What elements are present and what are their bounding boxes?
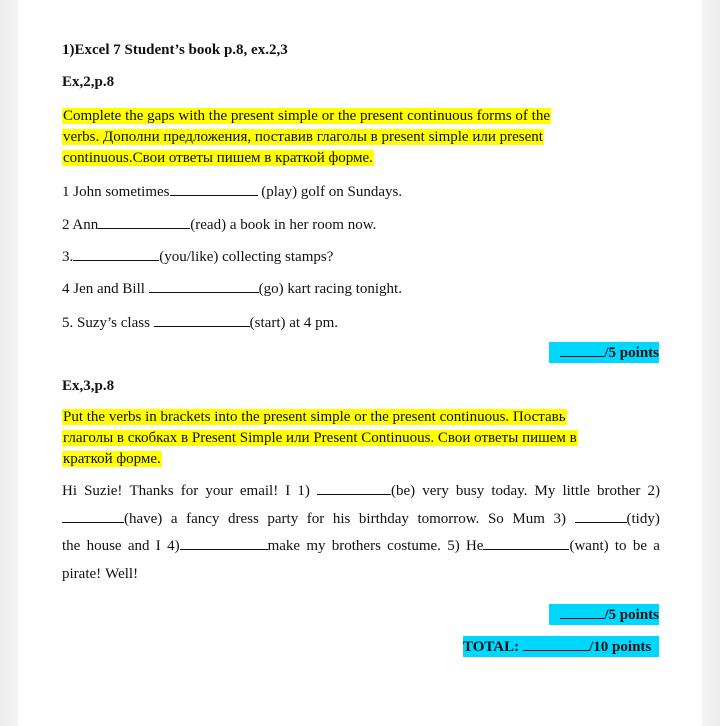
word: 2)	[647, 483, 660, 499]
ex2-item-3	[62, 246, 333, 267]
word: today.	[491, 483, 528, 499]
worksheet-page	[18, 0, 702, 726]
word: I	[285, 483, 291, 499]
ex2-title: Ex,2,p.8	[62, 74, 115, 90]
word: He (want)	[466, 533, 609, 561]
word: (tidy)	[575, 506, 660, 534]
answer-blank[interactable]	[62, 508, 124, 523]
ex2-instruction-line: verbs. Дополни предложения, поставив глаголы в present simple или present	[63, 129, 543, 145]
ex3-instruction-line: Put the verbs in brackets into the present simple or the present continuous. Поставь	[63, 409, 566, 425]
item-text: 5. Suzy’s class	[62, 315, 154, 331]
word: Suzie!	[84, 483, 123, 499]
item-text: (go) kart racing tonight.	[258, 281, 402, 297]
item-text: (start) at 4 pm.	[249, 315, 338, 331]
ex2-item-2	[62, 214, 376, 235]
word: My	[534, 483, 556, 499]
word: Well!	[105, 565, 139, 582]
word: to	[614, 538, 627, 554]
word: busy	[455, 483, 485, 499]
word: (have)	[62, 506, 162, 534]
word: my	[306, 538, 326, 554]
ex3-instruction-line: краткой форме.	[63, 451, 161, 467]
word: for	[306, 510, 325, 527]
ex3-score	[549, 604, 659, 625]
ex3-text	[62, 478, 660, 588]
word: brother	[597, 483, 641, 499]
ex3-text-line	[62, 478, 660, 506]
answer-blank[interactable]	[73, 246, 159, 261]
score-blank[interactable]	[523, 636, 589, 651]
answer-blank[interactable]	[180, 535, 268, 550]
word: for	[180, 483, 199, 499]
word: the	[62, 538, 81, 554]
ex2-score	[549, 342, 659, 363]
ex2-item-4	[62, 278, 402, 299]
ex3-instruction	[62, 407, 578, 470]
ex2-item-5	[62, 312, 338, 333]
answer-blank[interactable]	[154, 312, 250, 327]
answer-blank[interactable]	[98, 214, 190, 229]
total-score-label: /10 points	[589, 639, 652, 655]
ex3-instruction-line: глаголы в скобках в Present Simple или Present Continuous. Свои ответы пишем в	[63, 430, 577, 446]
item-text: (you/like) collecting stamps?	[159, 249, 334, 265]
ex2-instruction-line: Complete the gaps with the present simple or the present continuous forms of the	[63, 108, 550, 124]
answer-blank[interactable]	[149, 278, 259, 293]
word: 4) make	[167, 533, 300, 561]
word: his	[332, 510, 351, 527]
word: Mum	[512, 510, 545, 527]
item-text: (play) golf on Sundays.	[257, 184, 403, 200]
ex3-title: Ex,3,p.8	[62, 378, 115, 394]
word: and	[127, 538, 150, 554]
word: So	[487, 510, 504, 527]
word: email!	[239, 483, 279, 499]
word: I	[155, 538, 161, 554]
score-blank[interactable]	[560, 604, 604, 619]
word: be	[632, 538, 647, 554]
ex2-item-1	[62, 181, 402, 202]
score-blank[interactable]	[560, 342, 604, 357]
score-label: /5 points	[604, 607, 659, 623]
answer-blank[interactable]	[483, 535, 569, 550]
word: house	[86, 538, 122, 554]
answer-blank[interactable]	[317, 480, 391, 495]
word: 5)	[447, 538, 460, 554]
word: costume.	[387, 538, 441, 554]
ex3-text-line	[62, 561, 660, 589]
word: a	[653, 538, 660, 554]
word: party	[267, 510, 299, 527]
word: dress	[227, 510, 259, 527]
item-text: (read) a book in her room now.	[190, 217, 377, 233]
worksheet-heading: 1)Excel 7 Student’s book p.8, ex.2,3	[62, 42, 288, 58]
word: tomorrow.	[417, 510, 480, 527]
item-text: 4 Jen and Bill	[62, 281, 149, 297]
total-label: TOTAL:	[463, 639, 520, 655]
word: fancy	[186, 510, 220, 527]
ex3-text-line	[62, 533, 660, 561]
word: little	[562, 483, 590, 499]
word: brothers	[331, 538, 381, 554]
item-text: 3.	[62, 249, 74, 265]
ex2-instruction	[62, 106, 551, 169]
ex2-instruction-line: continuous.Свои ответы пишем в краткой форме.	[63, 150, 373, 166]
word: very	[422, 483, 449, 499]
word: a	[170, 510, 178, 527]
item-text: 2 Ann	[62, 217, 99, 233]
word: pirate!	[62, 565, 102, 582]
answer-blank[interactable]	[170, 181, 258, 196]
total-score	[463, 636, 659, 657]
word: Thanks	[129, 483, 174, 499]
word: your	[205, 483, 233, 499]
score-label: /5 points	[604, 345, 659, 361]
word: birthday	[358, 510, 409, 527]
word: 3)	[553, 510, 566, 527]
item-text: 1 John sometimes	[62, 184, 170, 200]
ex3-text-line	[62, 506, 660, 534]
word: Hi	[62, 483, 77, 499]
word: 1)	[297, 483, 310, 499]
answer-blank[interactable]	[575, 508, 627, 523]
word: (be)	[317, 478, 415, 506]
